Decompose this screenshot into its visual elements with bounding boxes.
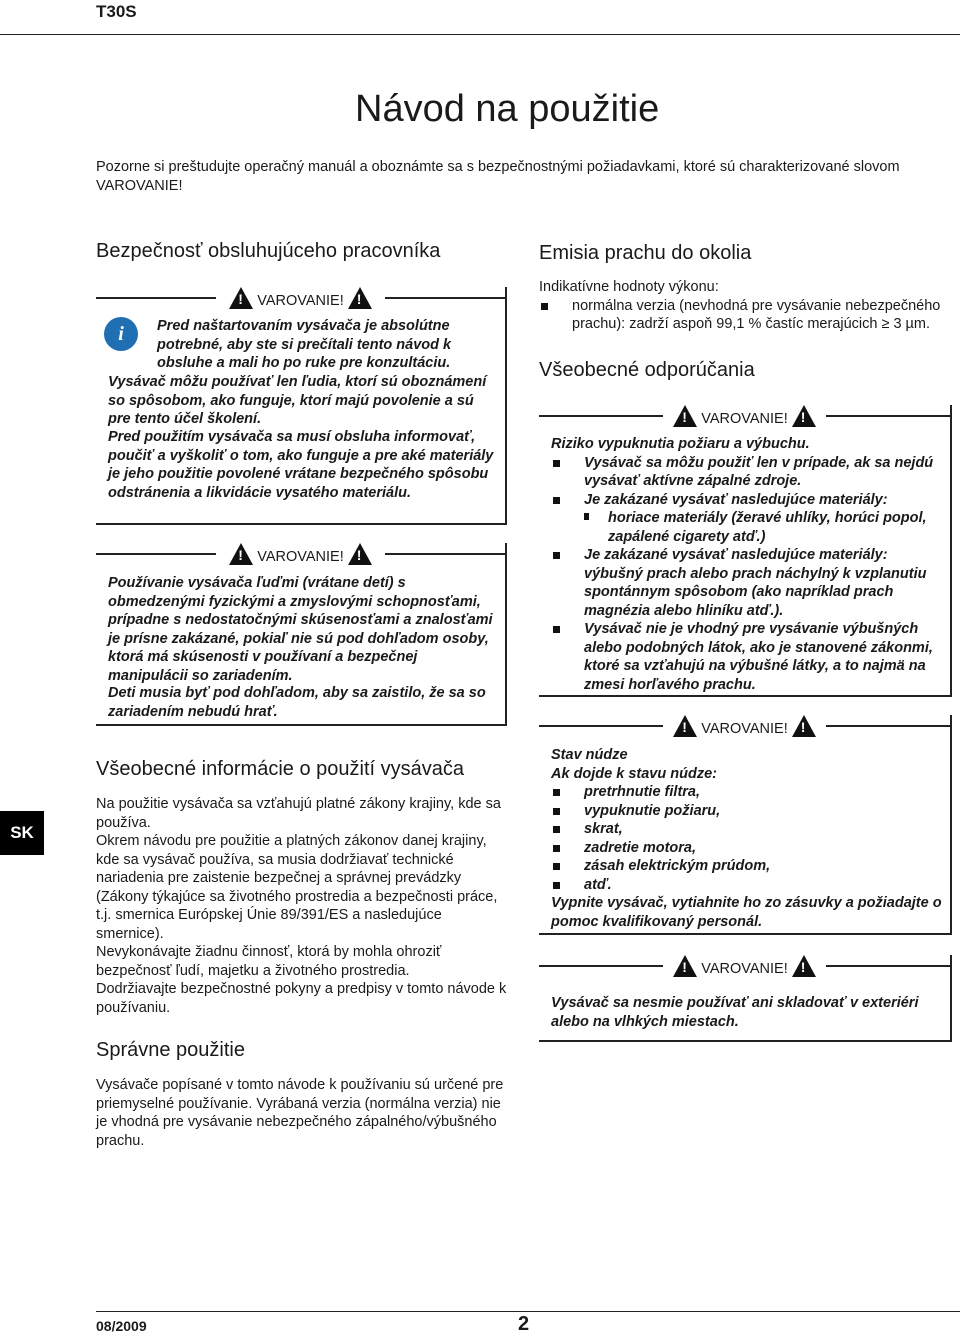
correct-use-text: Vysávače popísané v tomto návode k používaniu sú určené pre priemyselné používanie. Vyrábaná verzia (normálna verzia) nie je vhodná pre vysávanie nebezpečného zápalného/výbušného prachu. bbox=[96, 1077, 504, 1149]
warning-icon bbox=[673, 405, 697, 427]
warning-label: VAROVANIE! bbox=[701, 411, 788, 427]
footer-rule bbox=[96, 1311, 960, 1312]
recommendations-heading: Všeobecné odporúčania bbox=[539, 359, 755, 381]
warning-text bbox=[551, 435, 947, 694]
emergency-title: Stav núdze bbox=[551, 747, 628, 763]
info-book-icon: i bbox=[104, 317, 138, 351]
list-item: zadretie motora, bbox=[551, 839, 947, 858]
warning-header bbox=[96, 287, 505, 309]
sub-list-item: horiace materiály (žeravé uhlíky, horúci popol, zapálené cigarety atď.) bbox=[584, 509, 947, 546]
warning-text: Vysávač sa nesmie používať ani skladovať v exteriéri alebo na vlhkých miestach. bbox=[551, 995, 919, 1030]
warning-box-disabled-persons bbox=[96, 543, 507, 726]
list-item-text: Je zakázané vysávať nasledujúce materiály: bbox=[584, 491, 888, 508]
warning-header bbox=[96, 543, 505, 565]
warning-box-operator bbox=[96, 287, 507, 525]
footer-date: 08/2009 bbox=[96, 1318, 147, 1334]
warning-icon bbox=[229, 543, 253, 565]
list-item: skrat, bbox=[551, 820, 947, 839]
warning-icon bbox=[673, 715, 697, 737]
model-code: T30S bbox=[96, 2, 137, 21]
warning-text: Pred použitím vysávača sa musí obsluha informovať, poučiť a vyškoliť o tom, ako funguje a pre aké materiály je jeho použitie povolené vrátane bezpečného spôsobu odstránenia a likvidácie vysatého materiálu. bbox=[108, 429, 494, 501]
list-item: atď. bbox=[551, 876, 947, 895]
general-heading: Všeobecné informácie o použití vysávača bbox=[96, 758, 464, 780]
intro-text: Pozorne si preštudujte operačný manuál a oboznámte sa s bezpečnostnými požiadavkami, ktoré sú charakterizované slovom VAROVANIE! bbox=[96, 159, 900, 194]
sub-list bbox=[584, 509, 947, 546]
warning-icon bbox=[348, 543, 372, 565]
warning-icon bbox=[229, 287, 253, 309]
correct-use-heading: Správne použitie bbox=[96, 1039, 245, 1061]
warning-text: Pred naštartovaním vysávača je absolútne potrebné, aby ste si prečítali tento návod k obsluhe a mali ho po ruke pre konzultáciu. bbox=[157, 318, 452, 371]
paragraph: Nevykonávajte žiadnu činnosť, ktorá by mohla ohroziť bezpečnosť ľudí, majetku a životného prostredia. bbox=[96, 944, 442, 979]
header-rule bbox=[0, 34, 960, 35]
page-number: 2 bbox=[518, 1313, 530, 1335]
warning-label: VAROVANIE! bbox=[701, 721, 788, 737]
warning-text bbox=[551, 746, 947, 931]
warning-label: VAROVANIE! bbox=[701, 961, 788, 977]
safety-heading: Bezpečnosť obsluhujúceho pracovníka bbox=[96, 240, 441, 262]
warning-icon bbox=[673, 955, 697, 977]
dust-emission-body bbox=[539, 278, 960, 334]
dust-emission-heading: Emisia prachu do okolia bbox=[539, 242, 752, 264]
warning-lead: Riziko vypuknutia požiaru a výbuchu. bbox=[551, 436, 810, 452]
warning-icon bbox=[792, 405, 816, 427]
warning-icon bbox=[792, 955, 816, 977]
warning-text: Používanie vysávača ľuďmi (vrátane detí) s obmedzenými fyzickými a zmyslovými schopnosťami, prípadne s nedostatočnými skúsenosťami a znalosťami je prísne zakázané, pokiaľ nie sú pod dohľadom osoby, ktorá má skúsenosti v používaní a bezpečnej manipulácii so zariadením. bbox=[108, 575, 493, 684]
paragraph: Na použitie vysávača sa vzťahujú platné zákony krajiny, kde sa používa. bbox=[96, 796, 501, 831]
warning-text: Deti musia byť pod dohľadom, aby sa zaistilo, že sa so zariadením nebudú hrať. bbox=[108, 685, 486, 720]
list-item: normálna verzia (nevhodná pre vysávanie nebezpečného prachu): zadrží aspoň 99,1 % častíc merajúcich ≥ 3 µm. bbox=[539, 297, 960, 334]
language-tab: SK bbox=[0, 811, 44, 855]
warning-icon bbox=[792, 715, 816, 737]
warning-header bbox=[539, 405, 950, 427]
list-item: zásah elektrickým prúdom, bbox=[551, 857, 947, 876]
dust-list bbox=[539, 297, 960, 334]
page-title: Návod na použitie bbox=[355, 88, 660, 130]
warning-header bbox=[539, 715, 950, 737]
list-item: pretrhnutie filtra, bbox=[551, 783, 947, 802]
emergency-list bbox=[551, 783, 947, 894]
list-item: vypuknutie požiaru, bbox=[551, 802, 947, 821]
warning-icon bbox=[348, 287, 372, 309]
warning-label: VAROVANIE! bbox=[257, 549, 344, 565]
warning-box-fire bbox=[539, 405, 952, 697]
warning-box-exterior bbox=[539, 955, 952, 1042]
list-item: Vysávač nie je vhodný pre vysávanie výbušných alebo podobných látok, ako je stanovené zákonmi, ktoré sa vzťahujú na výbušné látky, a to najmä na zmesi horľavého prachu. bbox=[551, 620, 947, 694]
warning-header bbox=[539, 955, 950, 977]
paragraph: Indikatívne hodnoty výkonu: bbox=[539, 279, 719, 295]
paragraph: Okrem návodu pre použitie a platných zákonov danej krajiny, kde sa vysávač používa, sa musia dodržiavať technické nariadenia pre zaistenie bezpečnej a správnej prevádzky (Zákony týkajúce sa životného prostredia a bezpečnosti práce, t.j. smernica Európskej Únie 89/391/ES a nasledujúce smernice). bbox=[96, 833, 498, 942]
warning-text: Vysávač môžu používať len ľudia, ktorí sú oboznámení so spôsobom, ako funguje, ktorí majú povolenie a sú pre tento účel školení. bbox=[108, 374, 487, 427]
fire-list bbox=[551, 454, 947, 695]
warning-label: VAROVANIE! bbox=[257, 293, 344, 309]
general-body bbox=[96, 795, 508, 1017]
list-item: Je zakázané vysávať nasledujúce materiály: výbušný prach alebo prach náchylný k vzplanutiu spontánnym spôsobom (ako napríklad prach magnézia alebo hliníku atď.). bbox=[551, 546, 947, 620]
warning-box-emergency bbox=[539, 715, 952, 935]
list-item bbox=[551, 491, 947, 547]
list-item: Vysávač sa môžu použiť len v prípade, ak sa nejdú vysávať aktívne zápalné zdroje. bbox=[551, 454, 947, 491]
emergency-lead: Ak dojde k stavu núdze: bbox=[551, 765, 717, 782]
paragraph: Dodržiavajte bezpečnostné pokyny a predpisy v tomto návode k používaniu. bbox=[96, 981, 507, 1016]
emergency-action: Vypnite vysávač, vytiahnite ho zo zásuvky a požiadajte o pomoc kvalifikovaný personál. bbox=[551, 895, 942, 930]
